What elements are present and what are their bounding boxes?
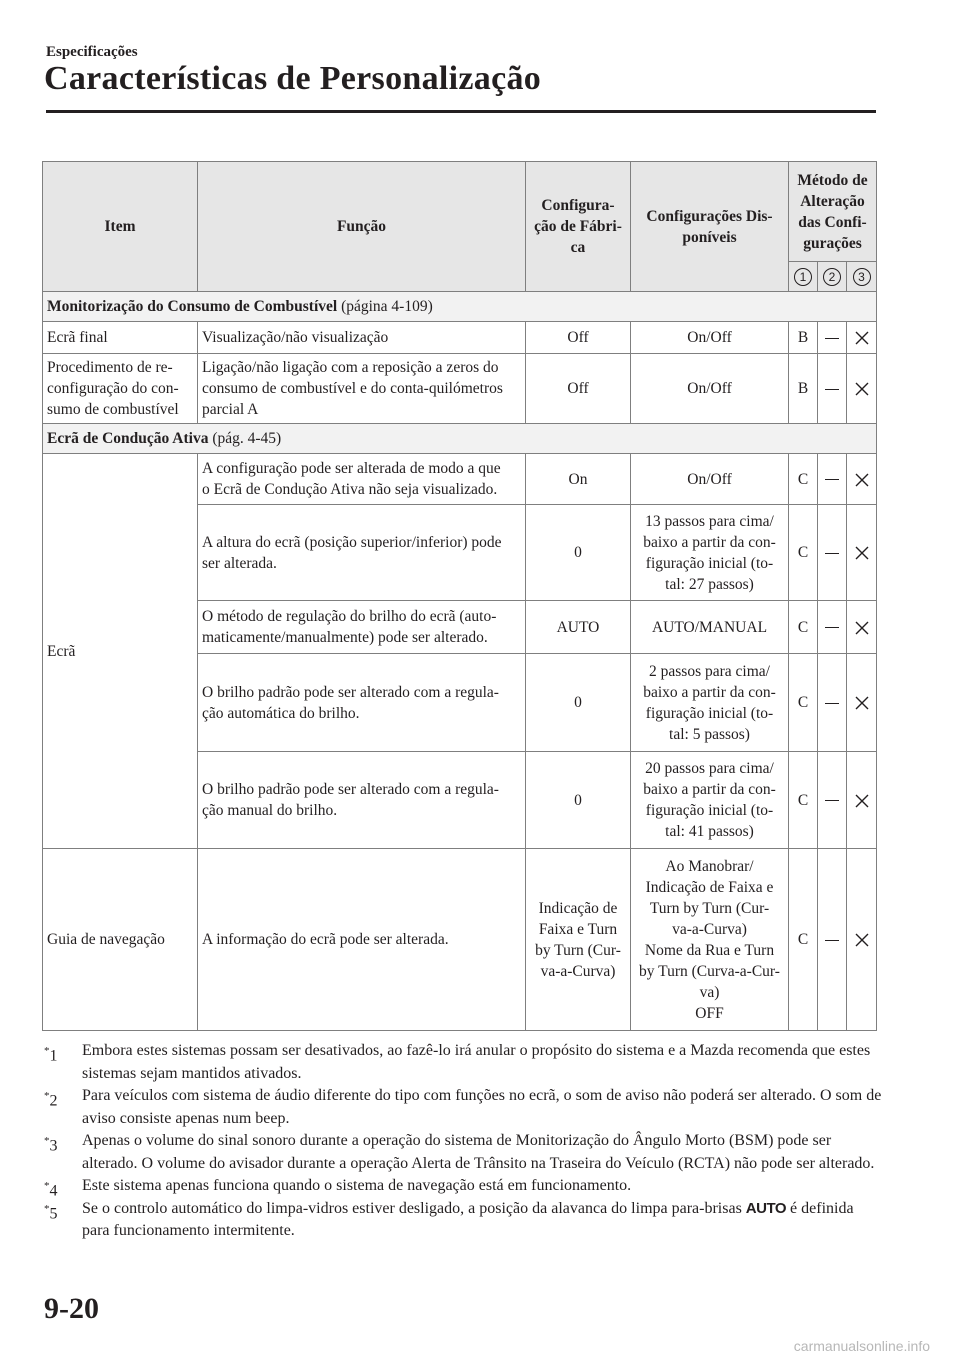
cell-item: Ecrã final: [43, 322, 198, 354]
cell-disponiveis: On/Off: [631, 354, 789, 424]
cell-item: Procedimento de re- configuração do con- sumo de combustível: [43, 354, 198, 424]
cell-disponiveis: 13 passos para cima/ baixo a partir da con- figuração inicial (to- tal: 27 passos): [631, 505, 789, 601]
table-row: [43, 354, 877, 424]
cell-disponiveis: On/Off: [631, 454, 789, 505]
cell-method-2: [818, 505, 847, 601]
cross-icon: [855, 546, 869, 560]
section-row-active-driving-display: [43, 424, 877, 454]
cell-funcao: A configuração pode ser alterada de modo a que o Ecrã de Condução Ativa não seja visualizado.: [198, 454, 526, 505]
cell-method-1: C: [789, 849, 818, 1031]
footnote: [44, 1130, 884, 1175]
cell-method-1: B: [789, 322, 818, 354]
cell-method-2: [818, 454, 847, 505]
watermark: carmanualsonline.info: [793, 1338, 930, 1354]
cell-method-1: C: [789, 505, 818, 601]
cell-method-1: C: [789, 654, 818, 752]
cell-funcao: Visualização/não visualização: [198, 322, 526, 354]
cell-funcao: O método de regulação do brilho do ecrã (auto- maticamente/manualmente) pode ser alterado.: [198, 601, 526, 654]
footnote-mark: *2: [44, 1090, 58, 1110]
cell-fabrica: 0: [526, 752, 631, 849]
cell-method-3: [847, 849, 877, 1031]
cross-icon: [855, 621, 869, 635]
section-ref: (página 4-109): [337, 298, 433, 315]
cell-funcao: Ligação/não ligação com a reposição a zeros do consumo de combustível e do conta-quilómetros parcial A: [198, 354, 526, 424]
cell-method-2: [818, 654, 847, 752]
header-metodo: Método de Alteração das Confi- gurações: [789, 162, 877, 262]
section-label: Especificações: [46, 44, 138, 60]
table-row: [43, 849, 877, 1031]
footnote-text: Se o controlo automático do limpa-vidros estiver desligado, a posição da alavanca do limpa para-brisas: [82, 1199, 742, 1217]
customization-table: [42, 161, 877, 1031]
cell-funcao: O brilho padrão pode ser alterado com a regula- ção manual do brilho.: [198, 752, 526, 849]
cell-method-3: [847, 454, 877, 505]
header-config-disponiveis: Configurações Dis- poníveis: [631, 162, 789, 292]
cell-funcao: O brilho padrão pode ser alterado com a regula- ção automática do brilho.: [198, 654, 526, 752]
cell-funcao: A informação do ecrã pode ser alterada.: [198, 849, 526, 1031]
dash-mark: [825, 940, 839, 941]
cross-icon: [855, 382, 869, 396]
title-rule: [46, 110, 876, 113]
cell-method-3: [847, 752, 877, 849]
cell-fabrica: Off: [526, 354, 631, 424]
footnote: [44, 1085, 884, 1130]
cell-method-3: [847, 322, 877, 354]
header-funcao: Função: [198, 162, 526, 292]
cross-icon: [855, 696, 869, 710]
footnote: [44, 1198, 884, 1243]
dash-mark: [825, 703, 839, 704]
footnote-text: Este sistema apenas funciona quando o sistema de navegação está em funcionamento.: [82, 1177, 632, 1194]
cell-fabrica: AUTO: [526, 601, 631, 654]
auto-wiper-icon: AUTO: [745, 1199, 787, 1217]
method-number-1: [789, 262, 818, 292]
footnote-text: Embora estes sistemas possam ser desativados, ao fazê-lo irá anular o propósito do sistema e a Mazda recomenda que estes sistemas sejam mantidos ativados.: [82, 1042, 871, 1082]
dash-mark: [825, 389, 839, 390]
cell-method-2: [818, 354, 847, 424]
footnote-text: Apenas o volume do sinal sonoro durante a operação do sistema de Monitorização do Ângulo Morto (BSM) pode ser alterado. O volume do avisador durante a operação Alerta de Trânsito na Traseira do Veículo (RCTA) não pode ser alterado.: [82, 1132, 875, 1172]
dash-mark: [825, 800, 839, 801]
cell-method-2: [818, 322, 847, 354]
section-title: Monitorização do Consumo de Combustível: [47, 298, 338, 315]
cell-method-3: [847, 601, 877, 654]
dash-mark: [825, 338, 839, 339]
cell-disponiveis: Ao Manobrar/ Indicação de Faixa e Turn by Turn (Cur- va-a-Curva) Nome da Rua e Turn by Turn (Curva-a-Cur- va) OFF: [631, 849, 789, 1031]
section-ref: (pág. 4-45): [208, 430, 282, 447]
method-number-2: [818, 262, 847, 292]
cell-fabrica: 0: [526, 654, 631, 752]
cell-disponiveis: AUTO/MANUAL: [631, 601, 789, 654]
footnote: [44, 1040, 884, 1085]
cell-method-3: [847, 354, 877, 424]
circled-number: 1: [794, 268, 812, 286]
cross-icon: [855, 473, 869, 487]
section-row-fuel-monitor: [43, 292, 877, 322]
dash-mark: [825, 627, 839, 628]
cell-item-ecra: Ecrã: [43, 454, 198, 849]
cell-method-2: [818, 849, 847, 1031]
footnote-mark: *4: [44, 1180, 58, 1200]
cell-fabrica: On: [526, 454, 631, 505]
footnote-mark: *1: [44, 1045, 58, 1065]
cell-fabrica: Off: [526, 322, 631, 354]
cell-disponiveis: 20 passos para cima/ baixo a partir da con- figuração inicial (to- tal: 41 passos): [631, 752, 789, 849]
cell-method-1: B: [789, 354, 818, 424]
cross-icon: [855, 933, 869, 947]
footnote: [44, 1175, 884, 1198]
cell-funcao: A altura do ecrã (posição superior/inferior) pode ser alterada.: [198, 505, 526, 601]
cell-method-1: C: [789, 601, 818, 654]
cell-fabrica: Indicação de Faixa e Turn by Turn (Cur- va-a-Curva): [526, 849, 631, 1031]
method-number-3: [847, 262, 877, 292]
cross-icon: [855, 794, 869, 808]
footnotes: [44, 1040, 884, 1243]
page-number: 9-20: [44, 1292, 99, 1325]
cell-method-3: [847, 505, 877, 601]
footnote-text: Para veículos com sistema de áudio diferente do tipo com funções no ecrã, o som de aviso não poderá ser alterado. O som de aviso consiste apenas num beep.: [82, 1087, 882, 1127]
cell-method-2: [818, 601, 847, 654]
section-title: Ecrã de Condução Ativa: [47, 430, 209, 447]
footnote-mark: *5: [44, 1202, 58, 1222]
table-row: [43, 454, 877, 505]
table-row: [43, 322, 877, 354]
cell-method-1: C: [789, 752, 818, 849]
footnote-mark: *3: [44, 1135, 58, 1155]
page-title: Características de Personalização: [44, 60, 542, 97]
cell-disponiveis: 2 passos para cima/ baixo a partir da con- figuração inicial (to- tal: 5 passos): [631, 654, 789, 752]
header-item: Item: [43, 162, 198, 292]
dash-mark: [825, 553, 839, 554]
circled-number: 2: [823, 268, 841, 286]
circled-number: 3: [853, 268, 871, 286]
dash-mark: [825, 479, 839, 480]
footnote-text-after: é definida para funcionamento intermitente.: [82, 1199, 854, 1239]
cell-item: Guia de navegação: [43, 849, 198, 1031]
header-config-fabrica: Configura- ção de Fábri- ca: [526, 162, 631, 292]
cell-method-2: [818, 752, 847, 849]
cell-method-1: C: [789, 454, 818, 505]
cell-disponiveis: On/Off: [631, 322, 789, 354]
cell-fabrica: 0: [526, 505, 631, 601]
cross-icon: [855, 331, 869, 345]
cell-method-3: [847, 654, 877, 752]
